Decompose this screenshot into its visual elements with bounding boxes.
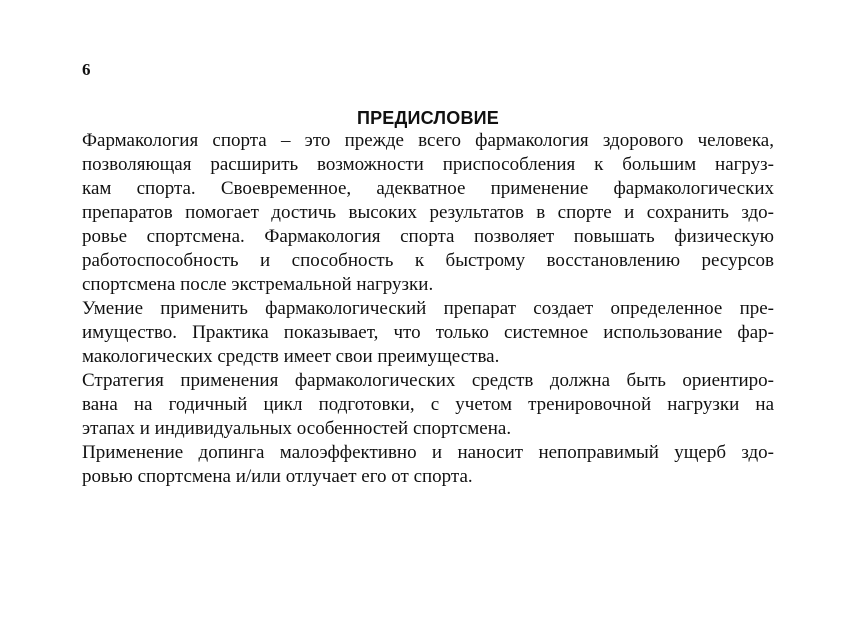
text-line: кам спорта. Своевременное, адекватное применение фармакологических — [82, 178, 774, 199]
text-line: Фармакология спорта – это прежде всего фармакология здорового человека, — [82, 130, 774, 151]
text-line: Применение допинга малоэффективно и наносит непоправимый ущерб здо- — [82, 442, 774, 463]
text-line: вана на годичный цикл подготовки, с учетом тренировочной нагрузки на — [82, 394, 774, 415]
paragraph — [82, 297, 774, 369]
text-line: макологических средств имеет свои преимущества. — [82, 346, 500, 367]
text-line: позволяющая расширить возможности приспособления к большим нагруз- — [82, 154, 774, 175]
body-text — [82, 129, 774, 489]
page-number: 6 — [82, 60, 91, 79]
paragraph — [82, 441, 774, 489]
text-line: препаратов помогает достичь высоких результатов в спорте и сохранить здо- — [82, 202, 774, 223]
text-line: Стратегия применения фармакологических средств должна быть ориентиро- — [82, 370, 774, 391]
paragraph — [82, 129, 774, 297]
text-line: имущество. Практика показывает, что только системное использование фар- — [82, 322, 774, 343]
text-line: этапах и индивидуальных особенностей спортсмена. — [82, 418, 512, 439]
text-line: работоспособность и способность к быстрому восстановлению ресурсов — [82, 250, 774, 271]
page-title: ПРЕДИСЛОВИЕ — [356, 108, 500, 128]
text-line: ровье спортсмена. Фармакология спорта позволяет повышать физическую — [82, 226, 774, 247]
text-line: ровью спортсмена и/или отлучает его от спорта. — [82, 466, 473, 487]
text-line: спортсмена после экстремальной нагрузки. — [82, 274, 434, 295]
paragraph — [82, 369, 774, 441]
text-line: Умение применить фармакологический препарат создает определенное пре- — [82, 298, 774, 319]
